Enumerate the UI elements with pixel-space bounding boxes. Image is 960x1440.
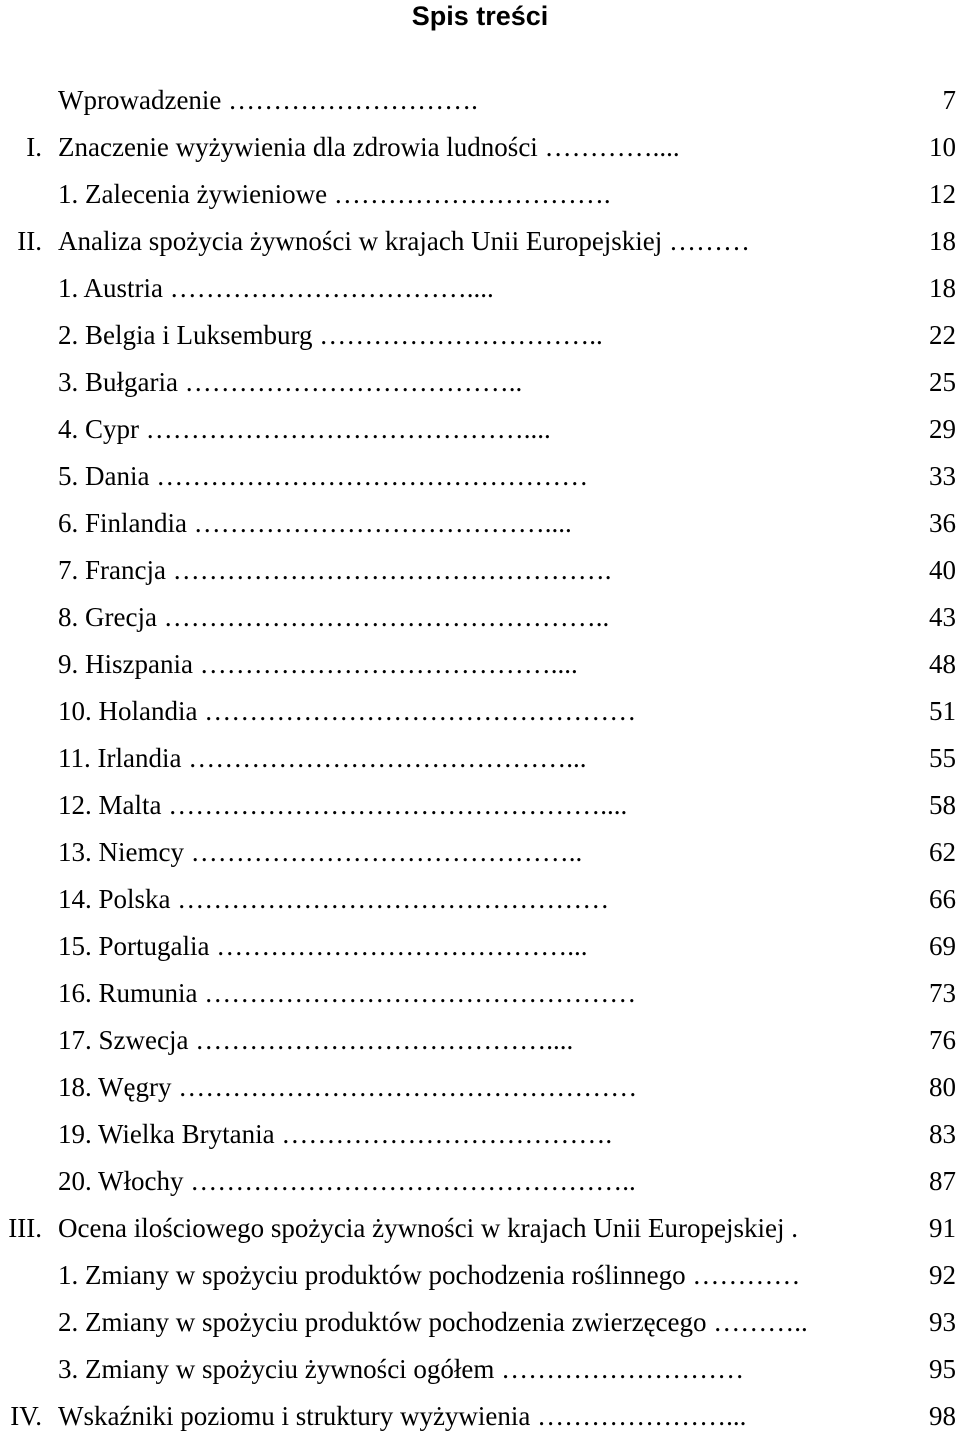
toc-entry-text: 5. Dania: [58, 461, 150, 491]
toc-entry: [0, 312, 960, 359]
toc-entry-title: [58, 1158, 888, 1205]
toc-entry-title: [58, 1111, 888, 1158]
table-of-contents: [0, 77, 960, 1440]
toc-entry-leader-dots: …………………………………....: [195, 1025, 574, 1055]
toc-entry: [0, 735, 960, 782]
toc-entry-text: 3. Bułgaria: [58, 367, 178, 397]
toc-entry-page-number: 36: [929, 508, 956, 538]
toc-entry-leader-dots: …………………………………………....: [168, 790, 628, 820]
toc-entry-leader-dots: …………………………………………..: [163, 602, 610, 632]
toc-entry-title: [58, 1064, 888, 1111]
toc-entry-text: 13. Niemcy: [58, 837, 184, 867]
toc-entry-leader-dots: …………: [692, 1260, 801, 1290]
toc-entry-leader-dots: ………………………: [501, 1354, 745, 1384]
toc-entry-page-number: 73: [929, 978, 956, 1008]
toc-entry-text: 14. Polska: [58, 884, 171, 914]
toc-entry-text: 20. Włochy: [58, 1166, 184, 1196]
toc-entry-text: 16. Rumunia: [58, 978, 198, 1008]
toc-entry-leader-dots: ……………………………………...: [188, 743, 587, 773]
toc-entry-leader-dots: ……………………………………..: [190, 837, 583, 867]
toc-entry-text: 2. Belgia i Luksemburg: [58, 320, 313, 350]
toc-entry: [0, 500, 960, 547]
toc-entry-page-number: 43: [929, 602, 956, 632]
toc-entry: [0, 547, 960, 594]
toc-entry: [0, 1205, 960, 1252]
toc-entry-leader-dots: …………………………………………: [156, 461, 589, 491]
toc-entry-leader-dots: ………………………….: [333, 179, 611, 209]
toc-entry-page-number: 29: [929, 414, 956, 444]
toc-entry-text: 7. Francja: [58, 555, 166, 585]
toc-entry-text: 10. Holandia: [58, 696, 198, 726]
toc-entry-page-number: 95: [929, 1354, 956, 1384]
toc-entry-text: 1. Zmiany w spożyciu produktów pochodzenia roślinnego: [58, 1260, 686, 1290]
toc-entry-title: [58, 547, 888, 594]
toc-entry-page-number: 76: [929, 1025, 956, 1055]
toc-entry-title: [58, 1205, 888, 1252]
toc-entry-leader-dots: ………………………………..: [184, 367, 523, 397]
toc-entry-title: [58, 453, 888, 500]
toc-entry-page-number: 91: [929, 1213, 956, 1243]
toc-entry-title: [58, 359, 888, 406]
toc-entry-page-number: 22: [929, 320, 956, 350]
toc-entry-text: 19. Wielka Brytania: [58, 1119, 275, 1149]
toc-entry-text: 1. Zalecenia żywieniowe: [58, 179, 328, 209]
toc-entry-title: [58, 1393, 888, 1440]
toc-entry-text: 8. Grecja: [58, 602, 157, 632]
toc-entry-page-number: 62: [929, 837, 956, 867]
toc-entry-page-number: 18: [929, 226, 956, 256]
toc-entry: [0, 1064, 960, 1111]
toc-entry: [0, 641, 960, 688]
toc-entry-title: [58, 594, 888, 641]
toc-entry-text: Znaczenie wyżywienia dla zdrowia ludności: [58, 132, 538, 162]
toc-entry: [0, 77, 960, 124]
toc-entry-title: [58, 876, 888, 923]
toc-entry-text: 15. Portugalia: [58, 931, 210, 961]
toc-entry-page-number: 58: [929, 790, 956, 820]
toc-entry-title: [58, 1346, 888, 1393]
toc-entry-page-number: 40: [929, 555, 956, 585]
toc-entry-leader-dots: ………………………………………….: [172, 555, 612, 585]
toc-entry-leader-dots: …………....: [544, 132, 680, 162]
toc-entry-leader-dots: …………………………………....: [193, 508, 572, 538]
toc-entry: [0, 453, 960, 500]
toc-entry-leader-dots: ……………………….: [228, 85, 478, 115]
toc-entry-title: [58, 1252, 888, 1299]
toc-entry: [0, 406, 960, 453]
toc-entry-text: Wprowadzenie: [58, 85, 222, 115]
page-title: Spis treści: [411, 1, 549, 31]
toc-entry-title: [58, 500, 888, 547]
toc-entry-page-number: 51: [929, 696, 956, 726]
toc-entry-page-number: 83: [929, 1119, 956, 1149]
toc-entry-leader-dots: …………………………………………: [204, 696, 637, 726]
toc-entry-title: [58, 77, 888, 124]
toc-entry-text: Ocena ilościowego spożycia żywności w krajach Unii Europejskiej: [58, 1213, 785, 1243]
toc-entry: [0, 594, 960, 641]
toc-entry-page-number: 66: [929, 884, 956, 914]
toc-entry-title: [58, 312, 888, 359]
toc-entry-page-number: 10: [929, 132, 956, 162]
toc-entry-text: 9. Hiszpania: [58, 649, 193, 679]
toc-entry-leader-dots: …………………………………...: [216, 931, 588, 961]
toc-entry-numeral: I.: [26, 132, 42, 162]
toc-entry-title: [58, 923, 888, 970]
toc-entry-title: [58, 124, 888, 171]
toc-entry-numeral: II.: [17, 226, 42, 256]
toc-entry-leader-dots: …………………………………………: [204, 978, 637, 1008]
toc-entry-text: 4. Cypr: [58, 414, 139, 444]
toc-entry-text: 17. Szwecja: [58, 1025, 189, 1055]
toc-entry-numeral: IV.: [10, 1401, 42, 1431]
toc-entry-leader-dots: …………………………..: [319, 320, 603, 350]
toc-entry-page-number: 69: [929, 931, 956, 961]
toc-entry-title: [58, 1017, 888, 1064]
toc-entry-leader-dots: …………………………………………: [177, 884, 610, 914]
toc-entry: [0, 359, 960, 406]
toc-entry-page-number: 7: [942, 85, 956, 115]
toc-entry-leader-dots: …………………………………………..: [190, 1166, 636, 1196]
toc-entry-page-number: 33: [929, 461, 956, 491]
toc-entry: [0, 1158, 960, 1205]
toc-entry: [0, 1346, 960, 1393]
toc-entry: [0, 1252, 960, 1299]
toc-entry: [0, 1111, 960, 1158]
toc-entry-leader-dots: ………..: [713, 1307, 808, 1337]
toc-entry-leader-dots: ……………………………....: [169, 273, 494, 303]
toc-entry-text: 18. Węgry: [58, 1072, 172, 1102]
toc-entry-leader-dots: ……………………………….: [281, 1119, 613, 1149]
toc-entry-text: 2. Zmiany w spożyciu produktów pochodzenia zwierzęcego: [58, 1307, 707, 1337]
toc-entry: [0, 1299, 960, 1346]
toc-entry-title: [58, 735, 888, 782]
toc-entry-leader-dots: …………………...: [537, 1401, 747, 1431]
toc-entry-leader-dots: .: [791, 1213, 799, 1243]
toc-entry-text: Wskaźniki poziomu i struktury wyżywienia: [58, 1401, 531, 1431]
toc-entry-title: [58, 970, 888, 1017]
toc-entry-page-number: 18: [929, 273, 956, 303]
toc-entry-page-number: 98: [929, 1401, 956, 1431]
toc-entry-title: [58, 829, 888, 876]
toc-entry-page-number: 25: [929, 367, 956, 397]
toc-entry: [0, 876, 960, 923]
toc-entry-text: 11. Irlandia: [58, 743, 182, 773]
toc-entry-text: 1. Austria: [58, 273, 163, 303]
toc-entry-title: [58, 688, 888, 735]
toc-entry-text: 3. Zmiany w spożyciu żywności ogółem: [58, 1354, 495, 1384]
toc-entry-title: [58, 171, 888, 218]
toc-entry-title: [58, 218, 888, 265]
toc-entry-page-number: 55: [929, 743, 956, 773]
toc-entry-page-number: 87: [929, 1166, 956, 1196]
toc-entry: [0, 970, 960, 1017]
toc-entry-title: [58, 782, 888, 829]
toc-entry-numeral: III.: [8, 1213, 42, 1243]
toc-entry-leader-dots: ……………………………………....: [145, 414, 551, 444]
toc-entry: [0, 1017, 960, 1064]
toc-entry-text: Analiza spożycia żywności w krajach Unii Europejskiej: [58, 226, 663, 256]
toc-entry-page-number: 93: [929, 1307, 956, 1337]
toc-entry-leader-dots: ………: [669, 226, 751, 256]
toc-entry-page-number: 48: [929, 649, 956, 679]
toc-entry-page-number: 92: [929, 1260, 956, 1290]
toc-entry-page-number: 80: [929, 1072, 956, 1102]
toc-entry-title: [58, 265, 888, 312]
toc-entry: [0, 688, 960, 735]
toc-entry-text: 12. Malta: [58, 790, 162, 820]
toc-entry: [0, 923, 960, 970]
toc-entry: [0, 265, 960, 312]
toc-entry: [0, 218, 960, 265]
toc-entry-text: 6. Finlandia: [58, 508, 187, 538]
toc-entry-page-number: 12: [929, 179, 956, 209]
toc-entry: [0, 1393, 960, 1440]
toc-entry: [0, 782, 960, 829]
toc-entry-title: [58, 406, 888, 453]
toc-entry-leader-dots: …………………………………....: [199, 649, 578, 679]
toc-entry-title: [58, 641, 888, 688]
toc-entry: [0, 829, 960, 876]
toc-entry-title: [58, 1299, 888, 1346]
toc-entry-leader-dots: ……………………………………………: [178, 1072, 638, 1102]
toc-entry: [0, 171, 960, 218]
toc-entry: [0, 124, 960, 171]
